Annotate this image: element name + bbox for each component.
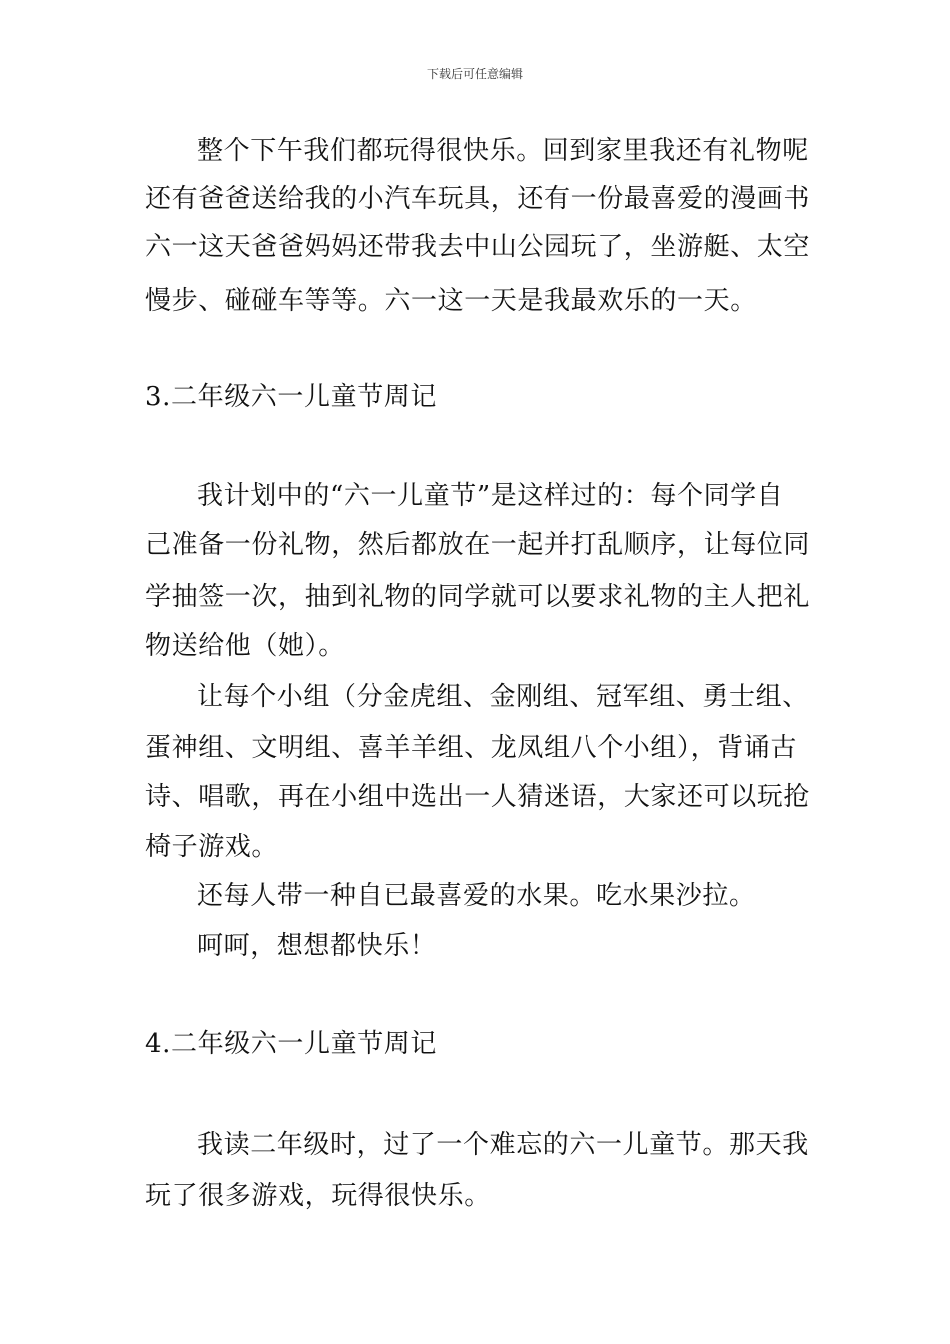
paragraph-line: 六一这天爸爸妈妈还带我去中山公园玩了，坐游艇、太空 [145, 232, 811, 262]
paragraph-line: 让每个小组（分金虎组、金刚组、冠军组、勇士组、 [197, 682, 809, 712]
paragraph-line: 还每人带一种自已最喜爱的水果。吃水果沙拉。 [197, 881, 756, 911]
paragraph-line: 玩了很多游戏，玩得很快乐。 [145, 1181, 491, 1211]
paragraph-line: 椅子游戏。 [145, 832, 279, 862]
page-header: 下载后可任意编辑 [426, 67, 523, 81]
paragraph-line: 呵呵，想想都快乐！ [197, 931, 437, 961]
paragraph-line: 我计划中的“六一儿童节”是这样过的：每个同学自 [197, 481, 784, 511]
paragraph-line: 整个下午我们都玩得很快乐。回到家里我还有礼物呢 [197, 136, 809, 166]
paragraph-line: 诗、唱歌，再在小组中选出一人猜迷语，大家还可以玩抢 [145, 782, 811, 812]
paragraph-line: 慢步、碰碰车等等。六一这一天是我最欢乐的一天。 [145, 286, 757, 316]
paragraph-line: 己准备一份礼物，然后都放在一起并打乱顺序，让每位同 [145, 530, 811, 560]
paragraph-line: 蛋神组、文明组、喜羊羊组、龙凤组八个小组），背诵古 [145, 733, 798, 763]
section-heading: 4.二年级六一儿童节周记 [145, 1029, 438, 1059]
paragraph-line: 我读二年级时，过了一个难忘的六一儿童节。那天我 [197, 1130, 809, 1160]
paragraph-line: 物送给他（她）。 [145, 631, 345, 661]
paragraph-line: 还有爸爸送给我的小汽车玩具，还有一份最喜爱的漫画书 [145, 184, 811, 214]
paragraph-line: 学抽签一次，抽到礼物的同学就可以要求礼物的主人把礼 [145, 582, 811, 612]
section-heading: 3.二年级六一儿童节周记 [145, 382, 438, 412]
